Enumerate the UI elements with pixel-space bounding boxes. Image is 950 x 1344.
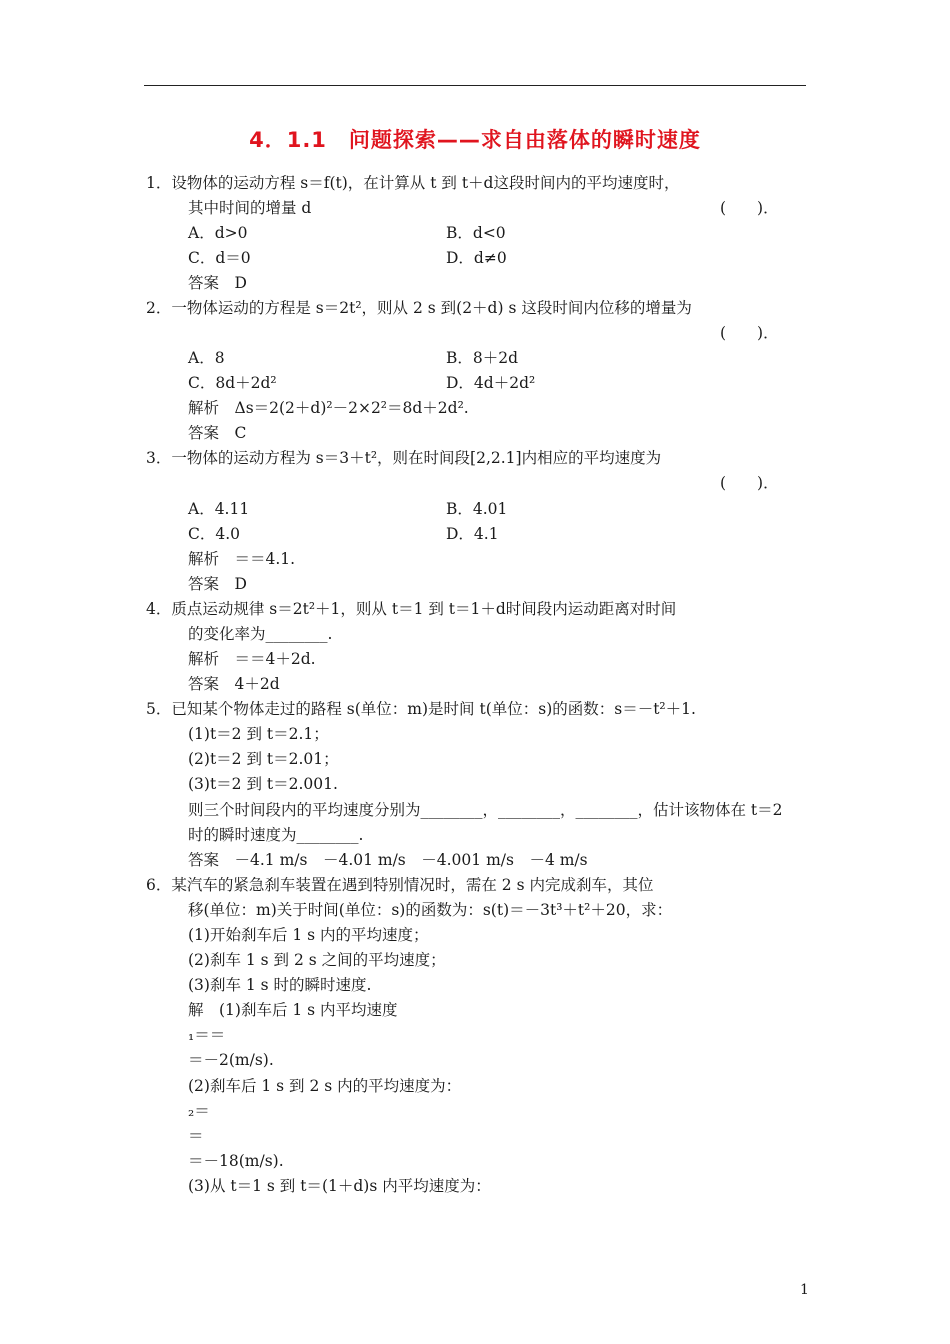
text-line: 解析 ＝＝4.1. (188, 550, 296, 568)
text-line: 解析 Δs＝2(2＋d)²－2×2²＝8d＋2d². (188, 399, 469, 417)
text-line: B．8＋2d (446, 349, 519, 367)
text-line: (1)t＝2 到 t＝2.1； (188, 725, 329, 743)
text-line: 答案 C (188, 424, 247, 442)
text-line: B．4.01 (446, 500, 508, 518)
text-line: 5．已知某个物体走过的路程 s(单位：m)是时间 t(单位：s)的函数：s＝－t²＋1. (146, 700, 696, 718)
page-number: 1 (800, 1282, 809, 1298)
text-line: ( )． (720, 199, 779, 217)
text-line: 4．质点运动规律 s＝2t²＋1，则从 t＝1 到 t＝1＋d时间段内运动距离对时间 (146, 600, 677, 618)
text-line: 解 (1)刹车后 1 s 内平均速度 (188, 1001, 398, 1019)
text-line: ＝ (188, 1127, 204, 1145)
text-line: D．4d＋2d² (446, 374, 536, 392)
text-line: ₁＝＝ (188, 1026, 226, 1044)
text-line: ( )． (720, 474, 779, 492)
text-line: D．4.1 (446, 525, 499, 543)
text-line: C．4.0 (188, 525, 241, 543)
text-line: ( )． (720, 324, 779, 342)
text-line: 1．设物体的运动方程 s＝f(t)，在计算从 t 到 t＋d这段时间内的平均速度时， (146, 174, 680, 192)
text-line: 3．一物体的运动方程为 s＝3＋t²，则在时间段[2,2.1]内相应的平均速度为 (146, 449, 662, 467)
text-line: 答案 4＋2d (188, 675, 280, 693)
text-line: C．8d＋2d² (188, 374, 277, 392)
text-line: 的变化率为________. (188, 625, 333, 643)
text-line: A．8 (188, 349, 225, 367)
text-line: (2)刹车 1 s 到 2 s 之间的平均速度； (188, 951, 446, 969)
text-line: ＝－2(m/s). (188, 1051, 274, 1069)
text-line: (3)刹车 1 s 时的瞬时速度. (188, 976, 372, 994)
text-line: 答案 －4.1 m/s －4.01 m/s －4.001 m/s －4 m/s (188, 851, 588, 869)
text-line: B．d<0 (446, 224, 506, 242)
text-line: 6．某汽车的紧急刹车装置在遇到特别情况时，需在 2 s 内完成刹车，其位 (146, 876, 654, 894)
header-rule (144, 85, 806, 86)
text-line: 解析 ＝＝4＋2d. (188, 650, 316, 668)
text-line: A．d>0 (188, 224, 248, 242)
text-line: (3)从 t＝1 s 到 t＝(1＋d)s 内平均速度为： (188, 1177, 491, 1195)
text-line: D．d≠0 (446, 249, 507, 267)
text-line: ＝－18(m/s). (188, 1152, 284, 1170)
text-line: ₂＝ (188, 1102, 210, 1120)
text-line: 答案 D (188, 575, 247, 593)
text-line: (3)t＝2 到 t＝2.001. (188, 775, 338, 793)
text-line: 其中时间的增量 d (188, 199, 312, 217)
text-line: 移(单位：m)关于时间(单位：s)的函数为：s(t)＝－3t³＋t²＋20，求： (188, 901, 673, 919)
text-line: 则三个时间段内的平均速度分别为________，________，________，估计该物体在 t＝2 (188, 801, 783, 819)
text-line: 答案 D (188, 274, 247, 292)
page-title: 4．1.1 问题探索——求自由落体的瞬时速度 (249, 128, 701, 152)
text-line: 时的瞬时速度为________. (188, 826, 364, 844)
text-line: (2)t＝2 到 t＝2.01； (188, 750, 339, 768)
text-line: 2．一物体运动的方程是 s＝2t²，则从 2 s 到(2＋d) s 这段时间内位移的增量为 (146, 299, 692, 317)
text-line: (1)开始刹车后 1 s 内的平均速度； (188, 926, 429, 944)
text-line: A．4.11 (188, 500, 250, 518)
text-line: (2)刹车后 1 s 到 2 s 内的平均速度为： (188, 1077, 462, 1095)
text-line: C．d＝0 (188, 249, 251, 267)
